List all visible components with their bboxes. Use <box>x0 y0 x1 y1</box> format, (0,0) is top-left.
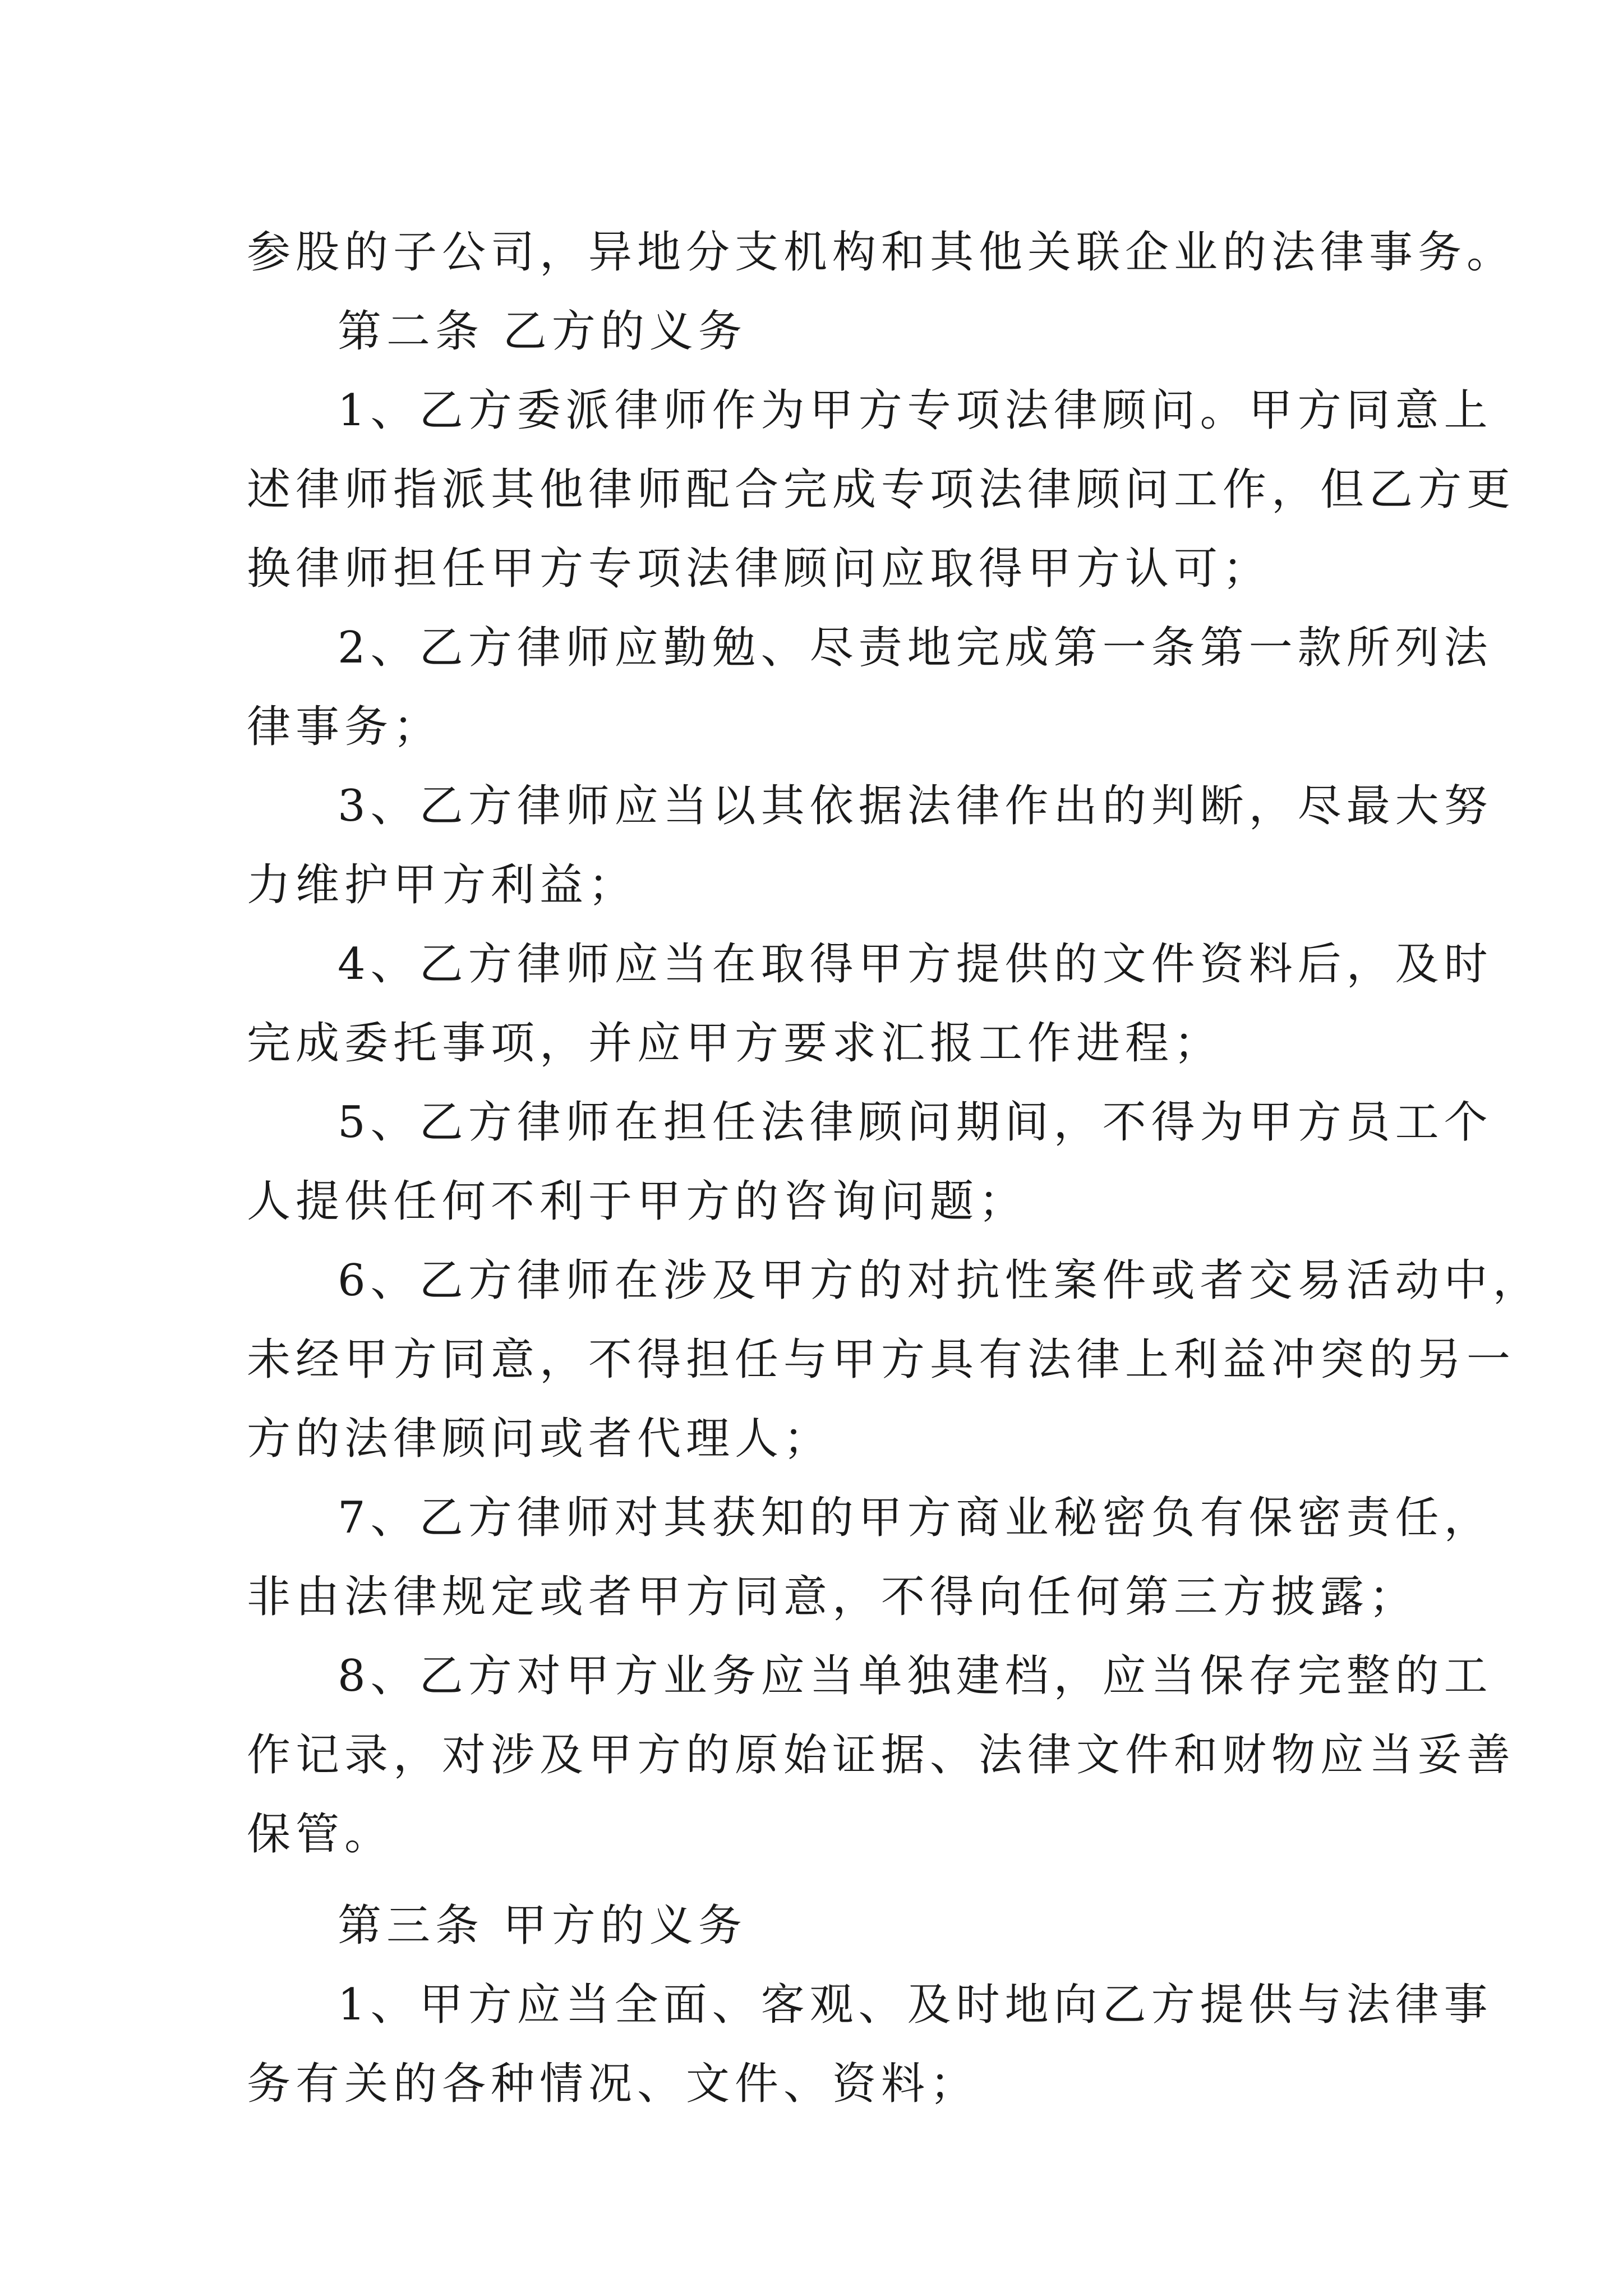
text-line: 完成委托事项，并应甲方要求汇报工作进程； <box>247 1018 1223 1069</box>
text-line: 务有关的各种情况、文件、资料； <box>247 2059 979 2109</box>
document-body <box>247 213 1542 2124</box>
text-line: 3、乙方律师应当以其依据法律作出的判断，尽最大努 <box>338 781 1493 831</box>
text-line: 作记录，对涉及甲方的原始证据、法律文件和财物应当妥善 <box>247 1730 1516 1780</box>
text-line: 律事务； <box>247 702 442 752</box>
text-line: 2、乙方律师应勤勉、尽责地完成第一条第一款所列法 <box>338 623 1493 673</box>
text-line: 1、甲方应当全面、客观、及时地向乙方提供与法律事 <box>338 1980 1493 2030</box>
text-line: 述律师指派其他律师配合完成专项法律顾问工作，但乙方更 <box>247 464 1516 515</box>
text-line: 保管。 <box>247 1809 394 1860</box>
text-line: 方的法律顾问或者代理人； <box>247 1414 833 1464</box>
text-line: 人提供任何不利于甲方的咨询问题； <box>247 1176 1028 1227</box>
section-heading: 第二条 乙方的义务 <box>338 306 747 357</box>
text-line: 1、乙方委派律师作为甲方专项法律顾问。甲方同意上 <box>338 385 1493 436</box>
text-line: 4、乙方律师应当在取得甲方提供的文件资料后，及时 <box>338 939 1493 990</box>
text-line: 未经甲方同意，不得担任与甲方具有法律上利益冲突的另一 <box>247 1335 1516 1385</box>
text-line: 非由法律规定或者甲方同意，不得向任何第三方披露； <box>247 1572 1418 1622</box>
text-line: 8、乙方对甲方业务应当单独建档，应当保存完整的工 <box>338 1651 1493 1701</box>
text-line: 参股的子公司，异地分支机构和其他关联企业的法律事务。 <box>247 227 1516 278</box>
text-line: 7、乙方律师对其获知的甲方商业秘密负有保密责任， <box>338 1493 1493 1543</box>
section-heading: 第三条 甲方的义务 <box>338 1901 747 1951</box>
text-line: 5、乙方律师在担任法律顾问期间，不得为甲方员工个 <box>338 1097 1493 1148</box>
text-line: 换律师担任甲方专项法律顾问应取得甲方认可； <box>247 544 1272 594</box>
text-line: 力维护甲方利益； <box>247 860 638 910</box>
text-line: 6、乙方律师在涉及甲方的对抗性案件或者交易活动中， <box>338 1255 1542 1306</box>
